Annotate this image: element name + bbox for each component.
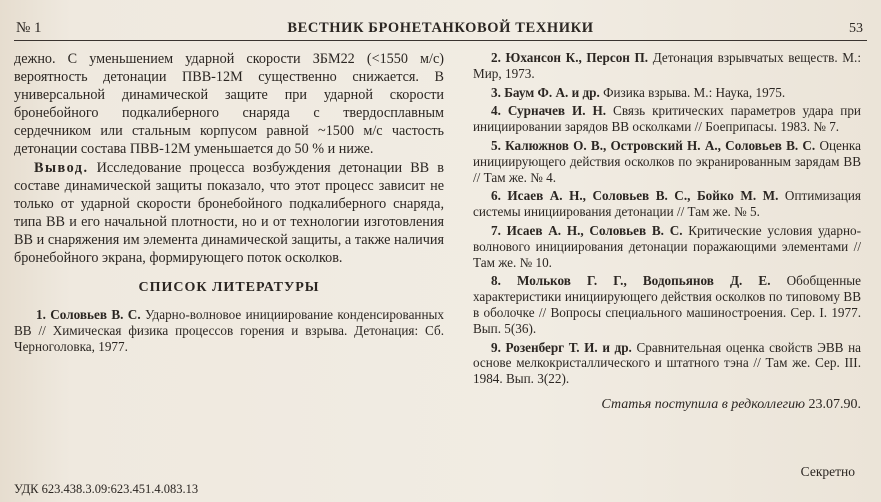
received-label: Статья поступила в редколлегию xyxy=(601,396,805,412)
reference-item xyxy=(473,273,861,336)
reference-item xyxy=(473,223,861,270)
reference-authors: 3. Баум Ф. А. и др. xyxy=(491,84,600,100)
reference-item xyxy=(473,138,861,185)
reference-item xyxy=(473,50,861,82)
reference-text: Связь критических параметров удара при инициировании зарядов ВВ осколками // Боеприпасы. 1983. № 7. xyxy=(473,103,861,135)
journal-title: ВЕСТНИК БРОНЕТАНКОВОЙ ТЕХНИКИ xyxy=(287,20,594,36)
conclusion-heading: Вывод. xyxy=(34,159,89,176)
reference-item xyxy=(473,103,861,135)
issue-number: № 1 xyxy=(16,20,42,36)
received-note xyxy=(473,397,861,414)
left-column xyxy=(14,50,444,355)
page-number: 53 xyxy=(849,21,863,36)
reference-text: Физика взрыва. М.: Наука, 1975. xyxy=(599,84,786,100)
udk-code: УДК 623.438.3.09:623.451.4.083.13 xyxy=(14,482,199,496)
reference-authors: 9. Розенберг Т. И. и др. xyxy=(491,339,632,355)
reference-text: Детонация взрывчатых веществ. М.: Мир, 1973. xyxy=(473,50,861,81)
reference-authors: 1. Соловьев В. С. xyxy=(36,307,141,323)
reference-text: Оценка инициирующего действия осколков по экранированным зарядам ВВ // Там же. № 4. xyxy=(473,137,861,185)
page-header xyxy=(14,18,867,41)
reference-authors: 7. Исаев А. Н., Соловьев В. С. xyxy=(491,222,683,238)
reference-text: Ударно-волновое инициирование конденсированных ВВ // Химическая физика процессов горения и взрыва. Детонация: Сб. Черноголовка, 1977. xyxy=(14,307,444,354)
conclusion-text: Исследование процесса возбуждения детонации ВВ в составе динамической защиты показало, что этот процесс зависит не только от ударной скорости бронебойного подкалиберного снаряда, типа ВВ и его начальной плотности, но и от технологии изготовления ВВ и снаряжения им элемента динамической защиты, а также наличия бронебойного экрана, формирующего поток осколков. xyxy=(14,159,444,267)
reference-authors: 2. Юхансон К., Персон П. xyxy=(491,50,649,65)
body-paragraph: дежно. С уменьшением ударной скорости ЗБМ22 (<1550 м/с) вероятность детонации ПВВ-12М существенно снижается. В универсальной динамической защите при ударной скорости бронебойного подкалиберного снаряда с твердосплавным сердечником или стальным корпусом равной ~1500 м/с частость детонации состава ПВВ-12М уменьшается до 50 % и ниже. xyxy=(14,51,444,158)
reference-text: Сравнительная оценка свойств ЭВВ на основе мелкокристаллического и штатного тэна // Там же. Сер. III. 1984. Вып. 3(22). xyxy=(473,339,861,387)
reference-item xyxy=(473,85,861,101)
reference-authors: 5. Калюжнов О. В., Островский Н. А., Соловьев В. С. xyxy=(491,137,816,153)
right-column xyxy=(473,50,861,414)
reference-item xyxy=(473,188,861,220)
reference-item xyxy=(14,307,444,354)
conclusion-paragraph xyxy=(14,159,444,268)
reference-authors: 6. Исаев А. Н., Соловьев В. С., Бойко М. М. xyxy=(491,188,779,204)
reference-text: Критические условия ударно-волнового инициирования детонации поражающими элементами // Там же. № 10. xyxy=(473,222,862,270)
reference-text: Обобщенные характеристики инициирующего действия осколков по типовому ВВ в оболочке // Вопросы специального машиностроения. Сер. I. 1977. Вып. 5(36). xyxy=(473,273,862,336)
reference-item xyxy=(473,340,861,387)
reference-authors: 4. Сурначев И. Н. xyxy=(491,103,607,119)
reference-authors: 8. Мольков Г. Г., Водопьянов Д. Е. xyxy=(491,273,771,289)
classification-mark: Секретно xyxy=(800,464,855,479)
reference-text: Оптимизация системы инициирования детонации // Там же. № 5. xyxy=(473,188,861,220)
received-date: 23.07.90. xyxy=(805,396,861,412)
references-title: СПИСОК ЛИТЕРАТУРЫ xyxy=(138,280,320,296)
